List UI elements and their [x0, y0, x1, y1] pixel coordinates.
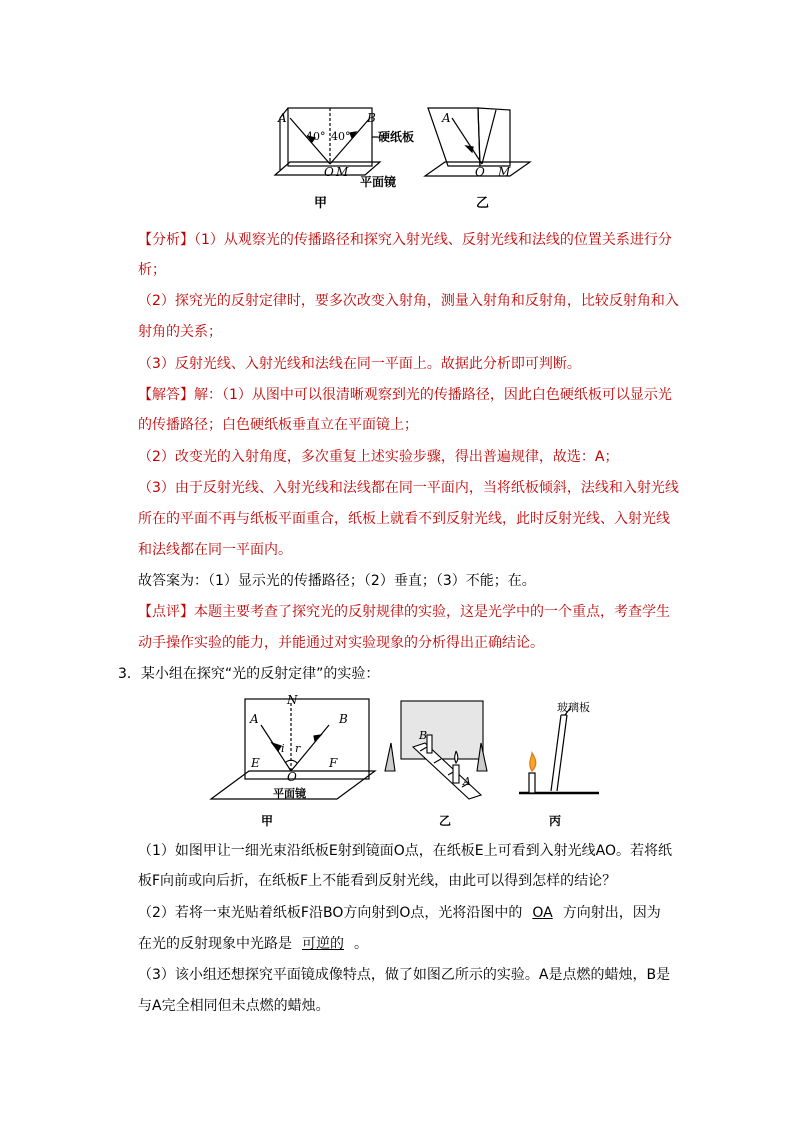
- paper-board: [245, 699, 369, 779]
- caption-q3-jia: 甲: [261, 814, 274, 828]
- label-b-q3: B: [339, 712, 348, 726]
- solution-line-1: 【解答】解：（1）从图中可以很清晰观察到光的传播路径，因此白色硬纸板可以显示光: [138, 387, 672, 403]
- caption-q3-yi: 乙: [439, 814, 452, 828]
- label-yi-b: B: [419, 729, 428, 742]
- diagram-q3-yi: [385, 701, 487, 799]
- label-o: O: [324, 165, 334, 179]
- mirror-label-q3: 平面镜: [273, 787, 306, 800]
- diagram-q3-bing: [519, 707, 599, 793]
- comment-line-1: 【点评】本题主要考查了探究光的反射规律的实验，这是光学中的一个重点，考查学生: [138, 604, 670, 620]
- label-yi-a: A: [463, 775, 471, 788]
- board-label: 硬纸板: [378, 130, 415, 144]
- caption-yi: 乙: [476, 196, 490, 211]
- analysis-line-4: 射角的关系；: [138, 324, 222, 340]
- solution-line-4: （3）由于反射光线、入射光线和法线都在同一平面内，当将纸板倾斜，法线和入射光线: [138, 480, 679, 496]
- answer-line: 故答案为：（1）显示光的传播路径；（2）垂直；（3）不能；在。: [138, 573, 536, 589]
- q3-part1-line2: 板F向前或向后折，在纸板F上不能看到反射光线，由此可以得到怎样的结论？: [138, 873, 617, 889]
- question-3-title: 3．某小组在探究“光的反射定律”的实验：: [118, 666, 380, 682]
- solution-line-6: 和法线都在同一平面内。: [138, 542, 292, 558]
- label-e: E: [251, 756, 260, 770]
- q3-part2-line1: （2）若将一束光贴着纸板F沿BO方向射到O点，光将沿图中的 OA 方向射出，因为: [138, 902, 658, 924]
- solution-tag: 【解答】: [138, 387, 194, 403]
- label-a: A: [278, 111, 287, 125]
- comment-line-2: 动手操作实验的能力，并能通过对实验现象的分析得出正确结论。: [138, 635, 544, 651]
- solution-line-3: （2）改变光的入射角度，多次重复上述实验步骤，得出普遍规律，故选：A；: [138, 449, 619, 465]
- mirror-label: 平面镜: [360, 175, 397, 189]
- label-a-q3: A: [250, 712, 259, 726]
- label-i: i: [281, 742, 285, 755]
- angle-right: 40°: [331, 130, 351, 143]
- figure-reflection-2: [205, 695, 610, 830]
- analysis-tag: 【分析】: [138, 232, 194, 248]
- q3-part1-line1: （1）如图甲让一细光束沿纸板E射到镜面O点，在纸板E上可看到入射光线AO。若将纸: [138, 843, 672, 859]
- answer-blank-direction: OA: [532, 905, 553, 921]
- glass-plate-side: [551, 715, 561, 791]
- caption-jia: 甲: [314, 196, 328, 211]
- label-o-q3: O: [287, 770, 297, 784]
- caption-q3-bing: 丙: [549, 814, 562, 828]
- candle-b: [427, 735, 432, 753]
- label-r: r: [295, 742, 301, 755]
- label-m: M: [336, 165, 349, 179]
- analysis-line-3: （2）探究光的反射定律时，要多次改变入射角，测量入射角和反射角，比较反射角和入: [138, 293, 679, 309]
- flame: [530, 753, 536, 771]
- comment-tag: 【点评】: [138, 604, 194, 620]
- angle-left: 40°: [306, 130, 326, 143]
- analysis-line-2: 析；: [138, 262, 166, 278]
- q3-part2-line2: 在光的反射现象中光路是 可逆的 。: [138, 933, 658, 955]
- analysis-line-5: （3）反射光线、入射光线和法线在同一平面上。故据此分析即可判断。: [138, 356, 581, 372]
- label-m2: M: [498, 165, 511, 179]
- label-a2: A: [442, 111, 451, 125]
- solution-line-2: 的传播路径；白色硬纸板垂直立在平面镜上；: [138, 417, 418, 433]
- analysis-line-1: 【分析】（1）从观察光的传播路径和探究入射光线、反射光线和法线的位置关系进行分: [138, 232, 672, 248]
- glass-label: 玻璃板: [557, 701, 590, 714]
- q3-part3-line2: 与A完全相同但未点燃的蜡烛。: [138, 998, 330, 1014]
- candle-a: [453, 765, 459, 783]
- solution-line-5: 所在的平面不再与纸板平面重合，纸板上就看不到反射光线，此时反射光线、入射光线: [138, 511, 670, 527]
- label-o2: O: [475, 165, 485, 179]
- label-b: B: [367, 111, 376, 125]
- answer-blank-reversible: 可逆的: [302, 936, 344, 952]
- q3-part3-line1: （3）该小组还想探究平面镜成像特点，做了如图乙所示的实验。A是点燃的蜡烛，B是: [138, 967, 671, 983]
- cardboard-left: [428, 108, 480, 166]
- figure-reflection-1: [270, 100, 550, 215]
- diagram-q3-jia: [211, 699, 375, 799]
- label-n: N: [287, 695, 298, 707]
- cardboard-board: [288, 108, 372, 166]
- glass-plate: [401, 701, 483, 759]
- label-f: F: [329, 756, 338, 770]
